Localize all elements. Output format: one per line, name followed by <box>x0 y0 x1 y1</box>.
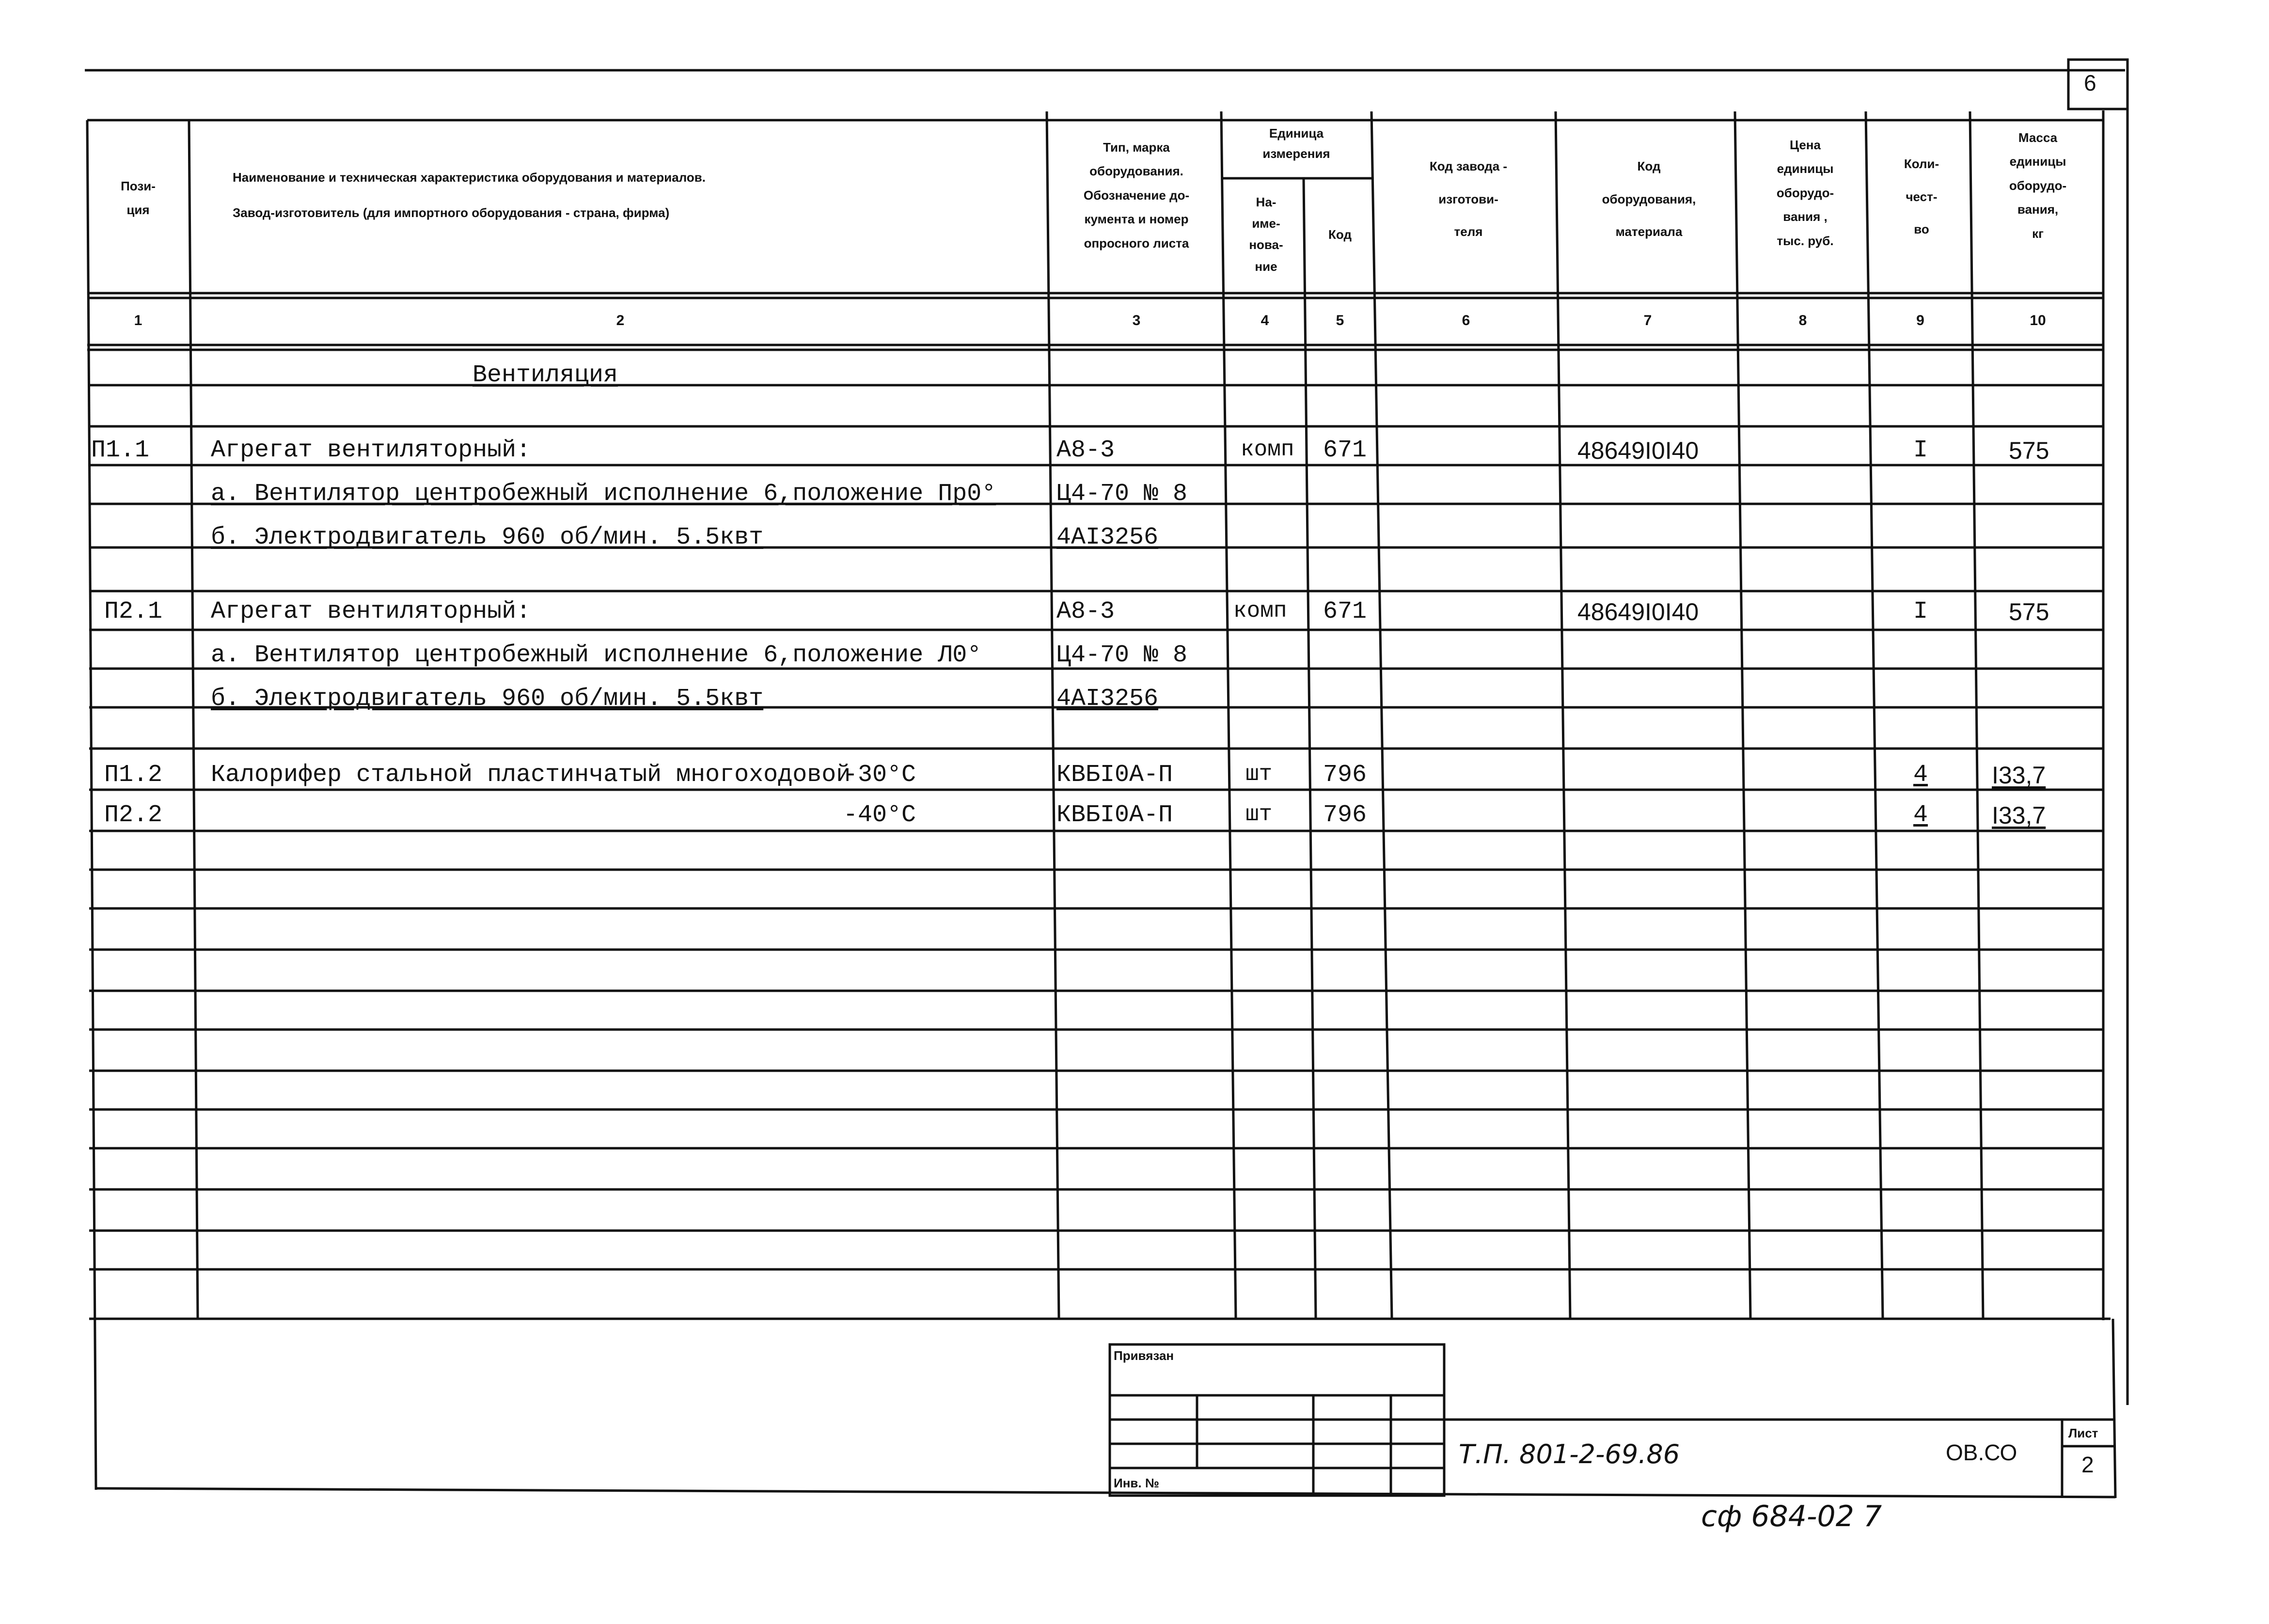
cell-equipment-code: 48649I0I40 <box>1577 437 1699 464</box>
header-factory-code: Код завода - изготови- теля <box>1429 159 1508 239</box>
cell-mass: 575 <box>2009 598 2049 625</box>
cell-mass: I33,7 <box>1992 762 2046 789</box>
cell-position: П1.1 <box>91 437 150 464</box>
cell-name: Агрегат вентиляторный: <box>211 437 531 464</box>
header-unit-code: Код <box>1328 227 1352 242</box>
cell-position: П2.2 <box>104 801 163 829</box>
cell-mass: I33,7 <box>1992 802 2046 829</box>
column-number: 7 <box>1643 312 1652 328</box>
column-number: 6 <box>1462 312 1470 328</box>
footer-handwritten-code: сф 684-02 7 <box>1701 1499 1882 1533</box>
cell-type: Ц4-70 № 8 <box>1056 480 1188 508</box>
cell-name: Агрегат вентиляторный: <box>211 598 531 625</box>
header-mass: Масса единицы оборудо- вания, кг <box>2009 130 2067 241</box>
cell-quantity: 4 <box>1913 761 1928 789</box>
cell-unit-code: 796 <box>1323 801 1367 829</box>
section-title: Вентиляция <box>473 361 618 389</box>
page-number: 6 <box>2084 70 2096 95</box>
sheet-number: 2 <box>2081 1452 2094 1477</box>
cell-name: б. Электродвигатель 960 об/мин. 5.5квт <box>211 524 764 551</box>
column-number: 9 <box>1916 312 1924 328</box>
column-number: 1 <box>134 312 142 328</box>
header-unit: Единица измерения <box>1262 126 1330 161</box>
cell-position: П2.1 <box>104 598 163 625</box>
cell-quantity: 4 <box>1913 801 1928 829</box>
cell-type: 4АI3256 <box>1056 685 1159 713</box>
cell-type: КВБI0А-П <box>1056 801 1173 829</box>
header-name: Наименование и техническая характеристика оборудования и материалов. Завод-изготовитель (для импортного оборудования - страна, фирма) <box>233 170 706 220</box>
cell-unit-name: комп <box>1233 598 1287 624</box>
column-number: 8 <box>1798 312 1807 328</box>
document-code: Т.П. 801-2-69.86 <box>1459 1439 1680 1469</box>
cell-type: А8-3 <box>1056 598 1115 625</box>
cell-type: Ц4-70 № 8 <box>1056 641 1188 669</box>
header-quantity: Коли- чест- во <box>1904 156 1939 237</box>
column-number: 2 <box>616 312 625 328</box>
column-number: 10 <box>2030 312 2046 328</box>
document-section: ОВ.СО <box>1946 1440 2017 1465</box>
header-unit-name: На- име- нова- ние <box>1249 195 1283 274</box>
header-position: Пози- ция <box>121 179 156 218</box>
cell-temperature: -40°С <box>843 801 916 829</box>
header-equipment-code: Код оборудования, материала <box>1602 159 1696 239</box>
stamp-inventory-label: Инв. № <box>1114 1476 1159 1490</box>
cell-mass: 575 <box>2009 437 2049 464</box>
cell-position: П1.2 <box>104 761 163 789</box>
stamp-linked-label: Привязан <box>1114 1348 1174 1363</box>
header-price: Цена единицы оборудо- вания , тыс. руб. <box>1776 138 1834 248</box>
column-number: 4 <box>1261 312 1269 328</box>
cell-type: КВБI0А-П <box>1056 761 1173 789</box>
cell-quantity: I <box>1913 598 1928 625</box>
cell-unit-name: комп <box>1241 437 1294 462</box>
header-type: Тип, марка оборудования. Обозначение до- кумента и номер опросного листа <box>1083 140 1190 250</box>
cell-quantity: I <box>1913 437 1928 464</box>
cell-unit-name: шт <box>1245 762 1273 787</box>
cell-equipment-code: 48649I0I40 <box>1577 598 1699 625</box>
cell-unit-code: 796 <box>1323 761 1367 789</box>
sheet-label: Лист <box>2068 1426 2098 1440</box>
cell-name: б. Электродвигатель 960 об/мин. 5.5квт <box>211 685 764 713</box>
cell-unit-code: 671 <box>1323 598 1367 625</box>
cell-type: 4АI3256 <box>1056 524 1159 551</box>
cell-name: а. Вентилятор центробежный исполнение 6,положение Л0° <box>211 641 982 669</box>
column-number: 5 <box>1336 312 1344 328</box>
cell-unit-name: шт <box>1245 802 1273 827</box>
cell-name: а. Вентилятор центробежный исполнение 6,положение Пр0° <box>211 480 996 508</box>
cell-temperature: -30°С <box>843 761 916 789</box>
cell-unit-code: 671 <box>1323 437 1367 464</box>
cell-type: А8-3 <box>1056 437 1115 464</box>
column-number: 3 <box>1132 312 1141 328</box>
cell-name: Калорифер стальной пластинчатый многоходовой <box>211 761 851 789</box>
